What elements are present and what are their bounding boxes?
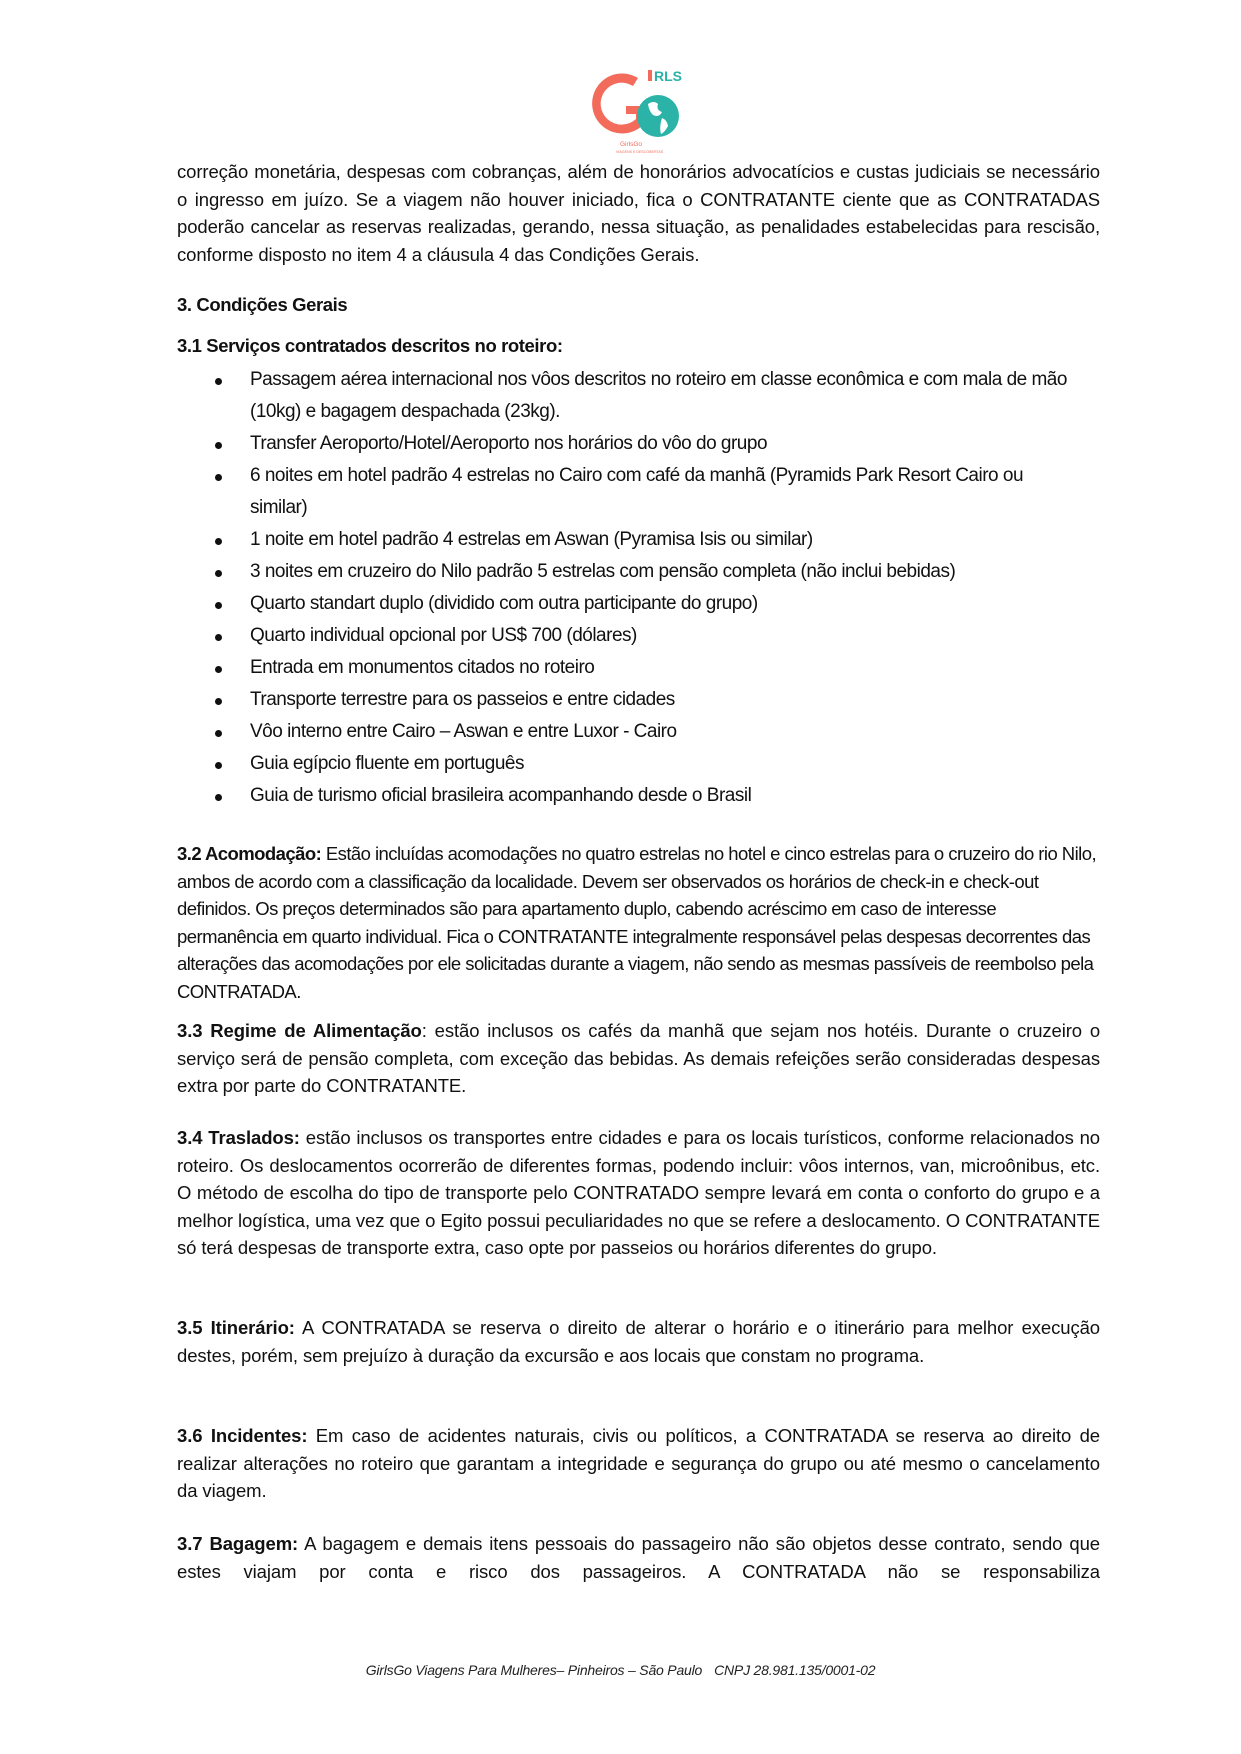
section-3-3-text: : estão inclusos os cafés da manhã que sejam nos hotéis. Durante o cruzeiro o serviço será de pensão completa, com exceção das bebidas. As demais refeições serão consideradas despesas extra por parte do CONTRATANTE. [177,1020,1101,1096]
section-3-2-label: 3.2 Acomodação: [177,843,322,864]
section-3-5-block [177,1314,1100,1369]
section-3-3-label: 3.3 Regime de Alimentação [177,1020,422,1041]
section-3-6-block [177,1422,1100,1505]
list-item: Guia de turismo oficial brasileira acompanhando desde o Brasil [177,780,1077,812]
section-3-6-text: Em caso de acidentes naturais, civis ou políticos, a CONTRATADA se reserva ao direito de realizar alterações no roteiro que garantam a integridade e segurança do grupo ou até mesmo o cancelamento da viagem. [177,1425,1100,1501]
svg-text:RLS: RLS [654,68,682,84]
section-3-5-paragraph [177,1314,1100,1369]
section-3-5-text: A CONTRATADA se reserva o direito de alterar o horário e o itinerário para melhor execução destes, porém, sem prejuízo à duração da excursão e aos locais que constam no programa. [177,1317,1100,1366]
list-item: 3 noites em cruzeiro do Nilo padrão 5 estrelas com pensão completa (não inclui bebidas) [177,556,1077,588]
section-3-2-paragraph [177,840,1100,1005]
bullet-icon [215,442,222,449]
footer-company: GirlsGo Viagens Para Mulheres– Pinheiros – São Paulo [365,1662,703,1678]
svg-text:VIAGENS E DESCOBERTAS: VIAGENS E DESCOBERTAS [616,150,664,154]
list-item: Transporte terrestre para os passeios e entre cidades [177,684,1077,716]
list-item: Entrada em monumentos citados no roteiro [177,652,1077,684]
list-item: Guia egípcio fluente em português [177,748,1077,780]
section-3-1-heading-block [177,335,1100,357]
girlsgo-logo [592,66,698,156]
list-item: Quarto standart duplo (dividido com outra participante do grupo) [177,588,1077,620]
section-3-4-block [177,1124,1100,1262]
section-3-2-text: Estão incluídas acomodações no quatro estrelas no hotel e cinco estrelas para o cruzeiro do rio Nilo, ambos de acordo com a classificação da localidade. Devem ser observados os horários de check-in e check-out definidos. Os preços determinados são para apartamento duplo, cabendo acréscimo em caso de interesse permanência em quarto individual. Fica o CONTRATANTE integralmente responsável pelas despesas decorrentes das alterações das acomodações por ele solicitadas durante a viagem, não sendo as mesmas passíveis de reembolso pela CONTRATADA. [177,843,1097,1002]
bullet-icon [215,474,222,481]
section-3-7-block [177,1530,1100,1585]
bullet-icon [215,634,222,641]
bullet-icon [215,762,222,769]
bullet-icon [215,378,222,385]
page-footer [0,1662,1241,1678]
svg-text:GirlsGo: GirlsGo [620,141,643,148]
intro-paragraph: correção monetária, despesas com cobranças, além de honorários advocatícios e custas judiciais se necessário o ingresso em juízo. Se a viagem não houver iniciado, fica o CONTRATANTE ciente que as CONTRATADAS poderão cancelar as reservas realizadas, gerando, nessa situação, as penalidades estabelecidas para rescisão, conforme disposto no item 4 a cláusula 4 das Condições Gerais. [177,161,1100,265]
services-list-block [177,364,1077,812]
bullet-icon [215,570,222,577]
section-3-4-paragraph [177,1124,1100,1262]
section-3-6-paragraph [177,1422,1100,1505]
list-item: Passagem aérea internacional nos vôos descritos no roteiro em classe econômica e com mala de mão (10kg) e bagagem despachada (23kg). [177,364,1077,428]
section-3-3-paragraph [177,1017,1100,1100]
section-3-6-label: 3.6 Incidentes: [177,1425,308,1446]
section-3-4-label: 3.4 Traslados: [177,1127,300,1148]
list-item: Vôo interno entre Cairo – Aswan e entre Luxor - Cairo [177,716,1077,748]
bullet-icon [215,794,222,801]
bullet-icon [215,602,222,609]
section-3-7-paragraph [177,1530,1100,1585]
section-3-3-block [177,1017,1100,1100]
section-3-heading-block [177,294,1100,316]
list-item: Transfer Aeroporto/Hotel/Aeroporto nos horários do vôo do grupo [177,428,1077,460]
section-3-title: 3. Condições Gerais [177,294,348,315]
list-item: Quarto individual opcional por US$ 700 (dólares) [177,620,1077,652]
section-3-4-text: estão inclusos os transportes entre cidades e para os locais turísticos, conforme relacionados no roteiro. Os deslocamentos ocorrerão de diferentes formas, podendo incluir: vôos internos, van, microônibus, etc. O método de escolha do tipo de transporte pelo CONTRATADO sempre levará em conta o conforto do grupo e a melhor logística, uma vez que o Egito possui peculiaridades no que se refere a deslocamento. O CONTRATANTE só terá despesas de transporte extra, caso opte por passeios ou horários diferentes do grupo. [177,1127,1100,1258]
bullet-icon [215,666,222,673]
section-3-1-title: 3.1 Serviços contratados descritos no roteiro: [177,335,563,356]
bullet-icon [215,538,222,545]
section-3-5-label: 3.5 Itinerário: [177,1317,295,1338]
bullet-icon [215,698,222,705]
services-list [177,364,1077,812]
list-item: 1 noite em hotel padrão 4 estrelas em Aswan (Pyramisa Isis ou similar) [177,524,1077,556]
intro-paragraph-block [177,158,1100,268]
bullet-icon [215,730,222,737]
section-3-7-text: A bagagem e demais itens pessoais do passageiro não são objetos desse contrato, sendo que estes viajam por conta e risco dos passageiros. A CONTRATADA não se responsabiliza [177,1533,1100,1582]
list-item: 6 noites em hotel padrão 4 estrelas no Cairo com café da manhã (Pyramids Park Resort Cairo ou similar) [177,460,1077,524]
section-3-2-block [177,840,1100,1005]
girlsgo-logo-icon [592,66,698,156]
footer-cnpj: CNPJ 28.981.135/0001-02 [714,1662,876,1678]
section-3-7-label: 3.7 Bagagem: [177,1533,299,1554]
